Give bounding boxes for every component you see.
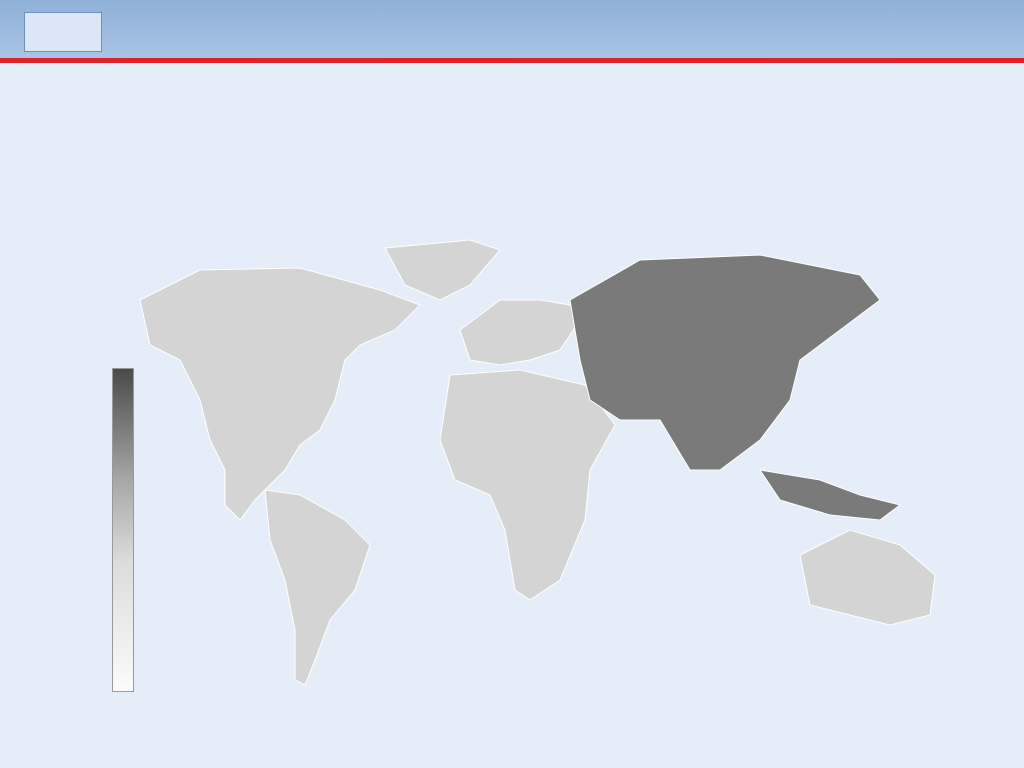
map-southeast-asia	[760, 470, 900, 520]
map-north-america	[140, 268, 420, 520]
map-africa	[440, 370, 615, 600]
base-map	[140, 240, 935, 685]
scale-bar	[112, 368, 134, 692]
map-greenland	[385, 240, 500, 300]
map-asia	[570, 255, 880, 470]
map-europe	[460, 300, 580, 365]
map-australia	[800, 530, 935, 625]
map-south-america	[265, 490, 370, 685]
